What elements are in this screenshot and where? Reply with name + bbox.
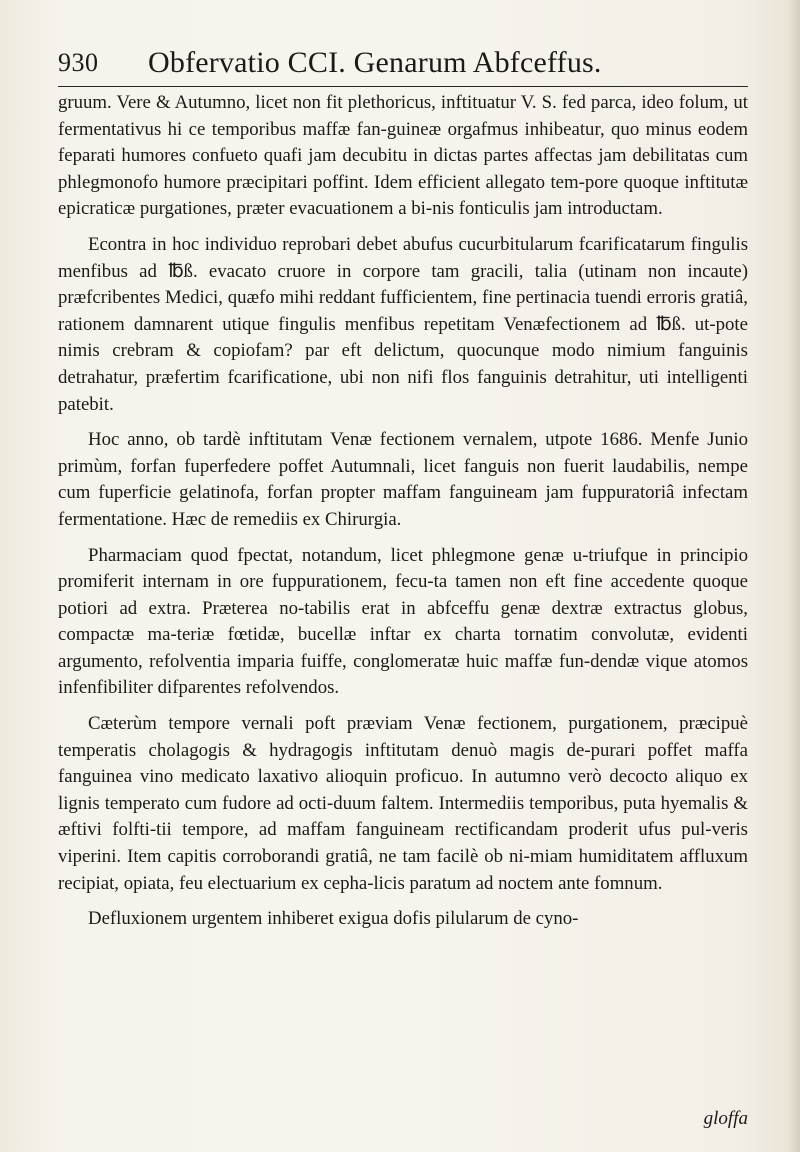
- paragraph-3: Hoc anno, ob tardè inftitutam Venæ fectionem vernalem, utpote 1686. Menfe Junio primùm, forfan fuperfedere poffet Autumnali, licet fanguis non fuerit laudabilis, nempe cum fuperficie gelatinofa, forfan propter maffam fanguineam jam fuppuratoriâ infectam fermentatione. Hæc de remediis ex Chirurgia.: [58, 429, 748, 530]
- page-header: [58, 46, 748, 87]
- page-body: [58, 90, 748, 942]
- catchword: gloffa: [703, 1108, 748, 1129]
- page-number: 930: [58, 48, 99, 77]
- paragraph-1: gruum. Vere & Autumno, licet non fit plethoricus, inftituatur V. S. fed parca, ideo folum, ut fermentativus hi ce temporibus maffæ fan-guineæ orgafmus inhibeatur, quo minus eodem feparati humores confueto quafi jam decubitu in dictas partes affectas jam debilitatas cum phlegmonofo humore præcipitari poffint. Idem efficient allegato tem-pore quoque inftitutæ epicraticæ purgationes, præter evacuationem a bi-nis fonticulis jam introductam.: [58, 92, 748, 220]
- page-edge-shadow: [788, 0, 800, 1152]
- paragraph-5: Cæterùm tempore vernali poft præviam Venæ fectionem, purgationem, præcipuè temperatis cholagogis & hydragogis inftitutam denuò magis de-purari poffet maffa fanguinea vino medicato laxativo alioquin proficuo. In autumno verò decocto aliquo ex lignis temperato cum fudore ad octi-duum faltem. Intermediis temporibus, puta hyemalis & æftivi folfti-tii tempore, ad maffam fanguineam rectificandam proderit ufus pul-veris viperini. Item capitis corroborandi gratiâ, ne tam facilè ob ni-miam humiditatem affluxum recipiat, opiata, feu electuarium ex cepha-licis paratum ad noctem ante fomnum.: [58, 713, 748, 894]
- running-title: Obfervatio CCI. Genarum Abfceffus.: [148, 46, 602, 79]
- paragraph-4: Pharmaciam quod fpectat, notandum, licet phlegmone genæ u-triufque in principio promiferit internam in ore fuppurationem, fecu-ta tamen non eft fine accedente quoque potiori ad extra. Præterea no-tabilis erat in abfceffu genæ dextræ extractus globus, compactæ ma-teriæ fœtidæ, bucellæ inftar ex charta tornatim convolutæ, evidenti argumento, refolventia imparia fuiffe, conglomeratæ huic maffæ fun-dendæ vique atomos infenfibiliter difparentes refolvendos.: [58, 544, 748, 699]
- paragraph-2: Econtra in hoc individuo reprobari debet abufus cucurbitularum fcarificatarum fingulis menfibus ad ℔ß. evacato cruore in corpore tam gracili, talia (utinam non incaute) præfcribentes Medici, quæfo mihi reddant fufficientem, fine pertinacia tuendi erroris gratiâ, rationem damnarent utique fingulis menfibus repetitam Venæfectionem ad ℔ß. ut-pote nimis crebram & copiofam? par eft delictum, quocunque modo nimium fanguinis detrahatur, præfertim fcarificatione, ubi non nifi flos fanguinis detrahitur, uti intelligenti patebit.: [58, 233, 748, 415]
- paragraph-6: Defluxionem urgentem inhiberet exigua dofis pilularum de cyno-: [88, 908, 579, 930]
